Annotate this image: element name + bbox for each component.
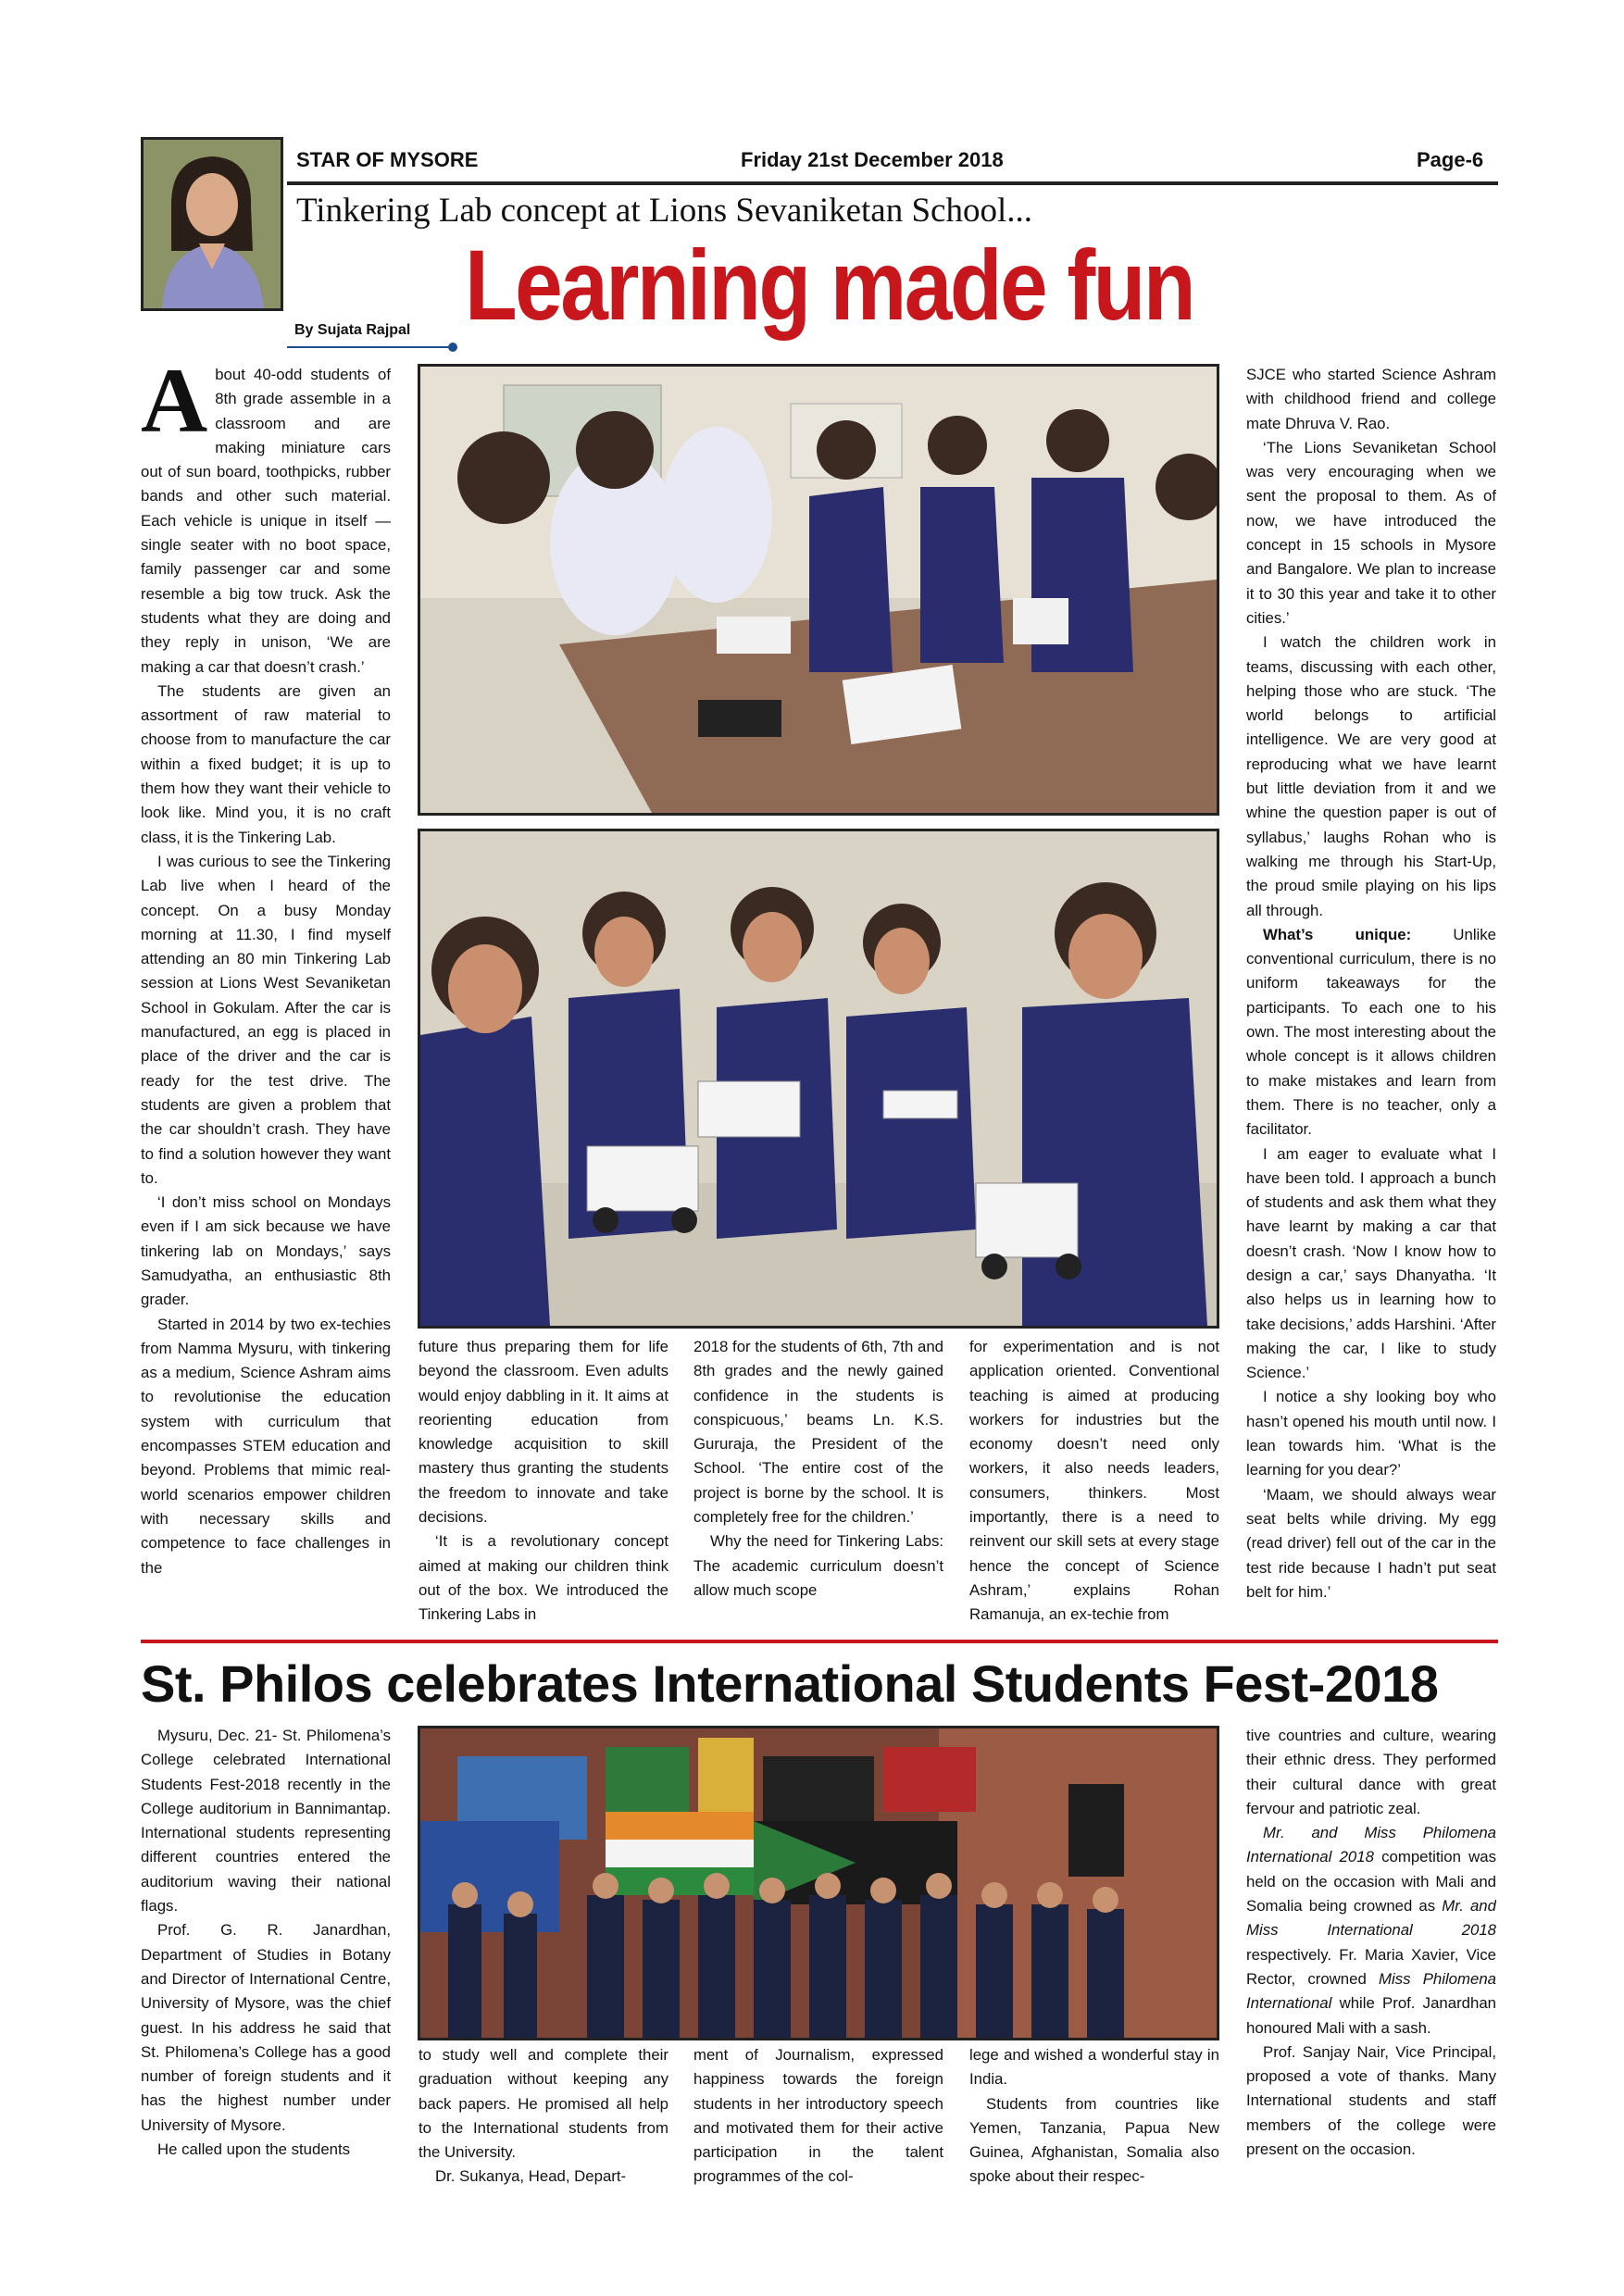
story1-paragraph: ‘I don’t miss school on Mondays even if I am sick because we have tinkering lab on Mondays,’ says Samudyatha, an enthusiastic 8th grader. <box>141 1193 391 1309</box>
story1-paragraph: I watch the children work in teams, discussing with each other, helping those who are stuck. ‘The world belongs to artificial intelligence. We are very good at reproducing what we have learnt but little deviation from it and we whine the question paper is out of syllabus,’ laughs Rohan who is walking me through his Start-Up, the proud smile playing on his lips all through. <box>1246 633 1496 919</box>
story2-column-4 <box>969 2043 1219 2191</box>
story1-paragraph: ‘Maam, we should always wear seat belts while driving. My egg (read driver) fell out of the car in the test ride because I hadn’t put seat belt for him.’ <box>1246 1485 1496 1601</box>
story1-paragraph: The students are given an assortment of raw material to choose from to manufacture the car within a fixed budget; it is up to them how they want their vehicle to look like. Mind you, it is no craft class, it is the Tinkering Lab. <box>141 681 391 846</box>
story1-paragraph: I notice a shy looking boy who hasn’t opened his mouth until now. I lean towards him. ‘What is the learning for you dear?’ <box>1246 1388 1496 1479</box>
newspaper-name: STAR OF MYSORE <box>296 148 479 171</box>
story2-column-5 <box>1246 1724 1496 2187</box>
story1-paragraph: SJCE who started Science Ashram with childhood friend and college mate Dhruva V. Rao. <box>1246 366 1496 432</box>
story2-paragraph: lege and wished a wonderful stay in India. <box>969 2046 1219 2089</box>
story2-paragraph: Students from countries like Yemen, Tanzania, Papua New Guinea, Afghanistan, Somalia also spoke about their respec- <box>969 2094 1219 2186</box>
students-fest-photo <box>418 1726 1219 2040</box>
subhead-label: What’s unique: <box>1263 925 1412 943</box>
story2-paragraph: ment of Journalism, expressed happiness towards the foreign students in her introductory speech and motivated them for their active participation in the talent programmes of the col- <box>693 2046 943 2186</box>
story1-paragraph: I am eager to evaluate what I have been told. I approach a bunch of students and ask them what they have learnt by making a car that doesn’t crash. ‘Now I know how to design a car,’ says Dhanyatha. ‘It also helps us in learning how to take decisions,’ adds Harshini. ‘After making the car, I like to study Science.’ <box>1246 1144 1496 1382</box>
story1-column-2 <box>418 1335 668 1629</box>
story1-column-3 <box>693 1335 943 1629</box>
story2-column-1 <box>141 1724 391 2187</box>
story-headline: Learning made fun <box>465 229 1193 341</box>
story2-paragraph: Mysuru, Dec. 21- St. Philomena’s College celebrated International Students Fest-2018 recently in the College auditorium in Bannimantap. International students representing different countries entered the auditorium waving their national flags. <box>141 1727 391 1915</box>
page-number: Page-6 <box>1417 148 1484 171</box>
story1-paragraph: ‘It is a revolutionary concept aimed at making our children think out of the box. We introduced the Tinkering Labs in <box>418 1532 668 1624</box>
story2-paragraph: Prof. G. R. Janardhan, Department of Studies in Botany and Director of International Centre, University of Mysore, was the chief guest. In his address he said that St. Philomena’s College has a good number of foreign students and it has the highest number under University of Mysore. <box>141 1921 391 2134</box>
byline: By Sujata Rajpal <box>294 322 411 338</box>
byline-dot <box>448 343 457 352</box>
tinkering-photo-bottom <box>418 829 1219 1329</box>
story1-paragraph: ‘The Lions Sevaniketan School was very encouraging when we sent the proposal to them. As of now, we have introduced the concept in 15 schools in Mysore and Bangalore. We plan to increase it to 30 this year and take it to other cities.’ <box>1246 438 1496 627</box>
story1-column-4 <box>969 1335 1219 1629</box>
story1-column-5 <box>1246 363 1496 1629</box>
section-divider <box>141 1640 1498 1643</box>
story1-paragraph: I was curious to see the Tinkering Lab live when I heard of the concept. On a busy Monday morning at 11.30, I find myself attending an 80 min Tinkering Lab session at Lions West Sevaniketan School in Gokulam. After the car is manufactured, an egg is placed in place of the driver and the car is ready for the test drive. The students are given a problem that the car shouldn’t crash. They have to find a solution however they want to. <box>141 852 391 1187</box>
story-kicker: Tinkering Lab concept at Lions Sevaniketan School... <box>296 192 1033 230</box>
story1-paragraph: 2018 for the students of 6th, 7th and 8th grades and the newly gained confidence in the students is conspicuous,’ beams Ln. K.S. Gururaja, the President of the School. ‘The entire cost of the project is borne by the school. It is completely free for the children.’ <box>693 1338 943 1527</box>
story1-paragraph: Why the need for Tinkering Labs: The academic curriculum doesn’t allow much scope <box>693 1532 943 1599</box>
story1-paragraph: for experimentation and is not application oriented. Conventional teaching is aimed at producing workers for industries but the economy doesn’t need only workers, it also needs leaders, consumers, thinkers. Most importantly, there is a need to reinvent our skill sets at every stage hence the concept of Science Ashram,’ explains Rohan Ramanuja, an ex-techie from <box>969 1338 1219 1624</box>
story2-paragraph: Mr. and Miss Philomena International 2018 competition was held on the occasion with Mali and Somalia being crowned as Mr. and Miss International 2018 respectively. Fr. Maria Xavier, Vice Rector, crowned Miss Philomena International while Prof. Janardhan honoured Mali with a sash. <box>1246 1824 1496 2037</box>
story2-paragraph: Dr. Sukanya, Head, Depart- <box>435 2167 627 2186</box>
story2-column-2 <box>418 2043 668 2191</box>
story1-paragraph: What’s unique: Unlike conventional curriculum, there is no uniform takeaways for the participants. To each one to his own. The most interesting about the whole concept is it allows children to make mistakes and learn from them. There is no teacher, only a facilitator. <box>1246 925 1496 1139</box>
tinkering-photo-top <box>418 364 1219 816</box>
story1-paragraph: bout 40-odd students of 8th grade assemble in a classroom and are making miniature cars out of sun board, toothpicks, rubber bands and other such material. Each vehicle is unique in itself — single seater with no boot space, family passenger car and some resemble a big tow truck. Ask the students what they are doing and they reply in unison, ‘We are making a car that doesn’t crash.’ <box>141 366 391 676</box>
story2-paragraph: tive countries and culture, wearing their ethnic dress. They performed their cultural dance with great fervour and patriotic zeal. <box>1246 1727 1496 1817</box>
story1-paragraph: Started in 2014 by two ex-techies from Namma Mysuru, with tinkering as a medium, Science Ashram aims to revolutionise the education system with curriculum that encompasses STEM education and beyond. Problems that mimic real-world scenarios empower children with necessary skills and competence to face challenges in the <box>141 1315 391 1577</box>
dropcap: A <box>141 363 208 452</box>
story2-column-3 <box>693 2043 943 2191</box>
issue-date: Friday 21st December 2018 <box>741 148 1004 171</box>
story1-column-1 <box>141 363 391 1629</box>
story2-paragraph: He called upon the students <box>157 2140 351 2159</box>
author-photo <box>141 137 283 311</box>
masthead-rule <box>287 181 1498 185</box>
story2-headline: St. Philos celebrates International Students Fest-2018 <box>141 1654 1439 1713</box>
story1-paragraph: future thus preparing them for life beyond the classroom. Even adults would enjoy dabbling in it. It aims at reorienting education from knowledge acquisition to skill mastery thus granting the students the freedom to innovate and take decisions. <box>418 1338 668 1527</box>
story2-paragraph: Prof. Sanjay Nair, Vice Principal, proposed a vote of thanks. Many International students and staff members of the college were present on the occasion. <box>1246 2042 1496 2159</box>
byline-rule <box>287 346 454 348</box>
story2-paragraph: to study well and complete their graduation without keeping any back papers. He promised all help to the International students from the University. <box>418 2046 668 2162</box>
